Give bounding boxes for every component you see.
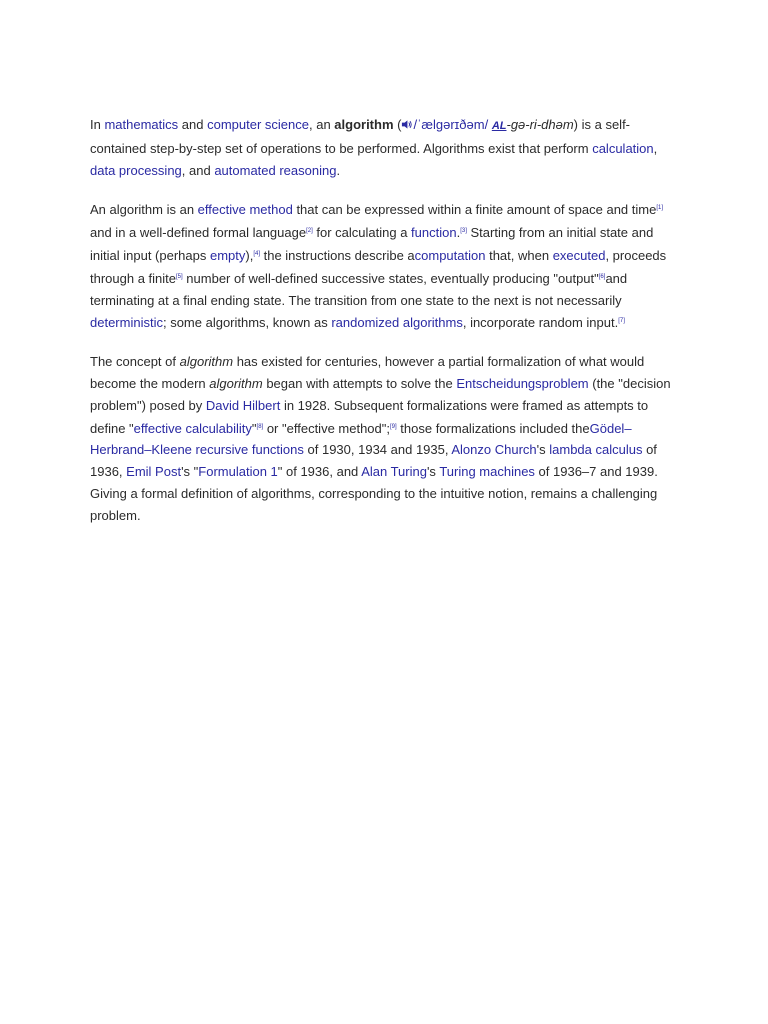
link-randomized-algorithms[interactable]: randomized algorithms bbox=[331, 315, 463, 331]
link-automated-reasoning[interactable]: automated reasoning bbox=[214, 162, 337, 178]
text-run: for calculating a bbox=[312, 225, 412, 241]
speaker-icon[interactable] bbox=[401, 119, 412, 130]
text-run: began with attempts to solve the bbox=[262, 375, 457, 391]
citation-ref[interactable]: [2] bbox=[306, 228, 313, 235]
link-calculation[interactable]: calculation bbox=[592, 140, 654, 156]
link-computation[interactable]: computation bbox=[414, 247, 486, 263]
term-algorithm-italic: algorithm bbox=[179, 354, 234, 370]
citation-ref[interactable]: [3] bbox=[460, 228, 467, 235]
paragraph-definition bbox=[90, 198, 680, 334]
link-emil-post[interactable]: Emil Post bbox=[126, 464, 182, 480]
term-algorithm-italic: algorithm bbox=[209, 375, 263, 391]
text-run: 's bbox=[426, 464, 440, 480]
text-run: and bbox=[178, 117, 208, 132]
text-run: " of 1936, and bbox=[277, 464, 362, 480]
link-turing-machines[interactable]: Turing machines bbox=[439, 464, 535, 480]
text-run: of 1936–7 and 1939. Giving a formal definition of algorithms, corresponding to the intuitive notion, remains a challenging problem. bbox=[90, 464, 658, 523]
link-effective-method[interactable]: effective method bbox=[197, 202, 293, 218]
text-run: in 1928. Subsequent formalizations were framed as attempts to define " bbox=[90, 397, 649, 436]
term-algorithm: algorithm bbox=[334, 117, 394, 132]
text-run: . bbox=[456, 225, 461, 241]
text-run: the instructions describe a bbox=[260, 247, 415, 263]
text-run: ( bbox=[393, 117, 402, 132]
text-run: 's " bbox=[181, 464, 199, 480]
article-body bbox=[90, 114, 680, 527]
link-function[interactable]: function bbox=[411, 225, 457, 241]
link-deterministic[interactable]: deterministic bbox=[90, 315, 163, 331]
text-run: " bbox=[251, 420, 257, 436]
text-run: , an bbox=[308, 117, 335, 132]
link-alonzo-church[interactable]: Alonzo Church bbox=[451, 442, 537, 458]
text-run: The concept of bbox=[90, 354, 180, 370]
citation-ref[interactable]: [5] bbox=[176, 273, 183, 280]
link-data-processing[interactable]: data processing bbox=[90, 162, 182, 178]
link-executed[interactable]: executed bbox=[552, 247, 606, 263]
text-run: or "effective method"; bbox=[263, 420, 390, 436]
text-run: In bbox=[90, 117, 105, 132]
link-entscheidungsproblem[interactable]: Entscheidungsproblem bbox=[456, 375, 589, 391]
text-run: and in a well-defined formal language bbox=[90, 225, 307, 241]
link-empty[interactable]: empty bbox=[209, 247, 246, 263]
paragraph-intro bbox=[90, 114, 680, 181]
citation-ref[interactable]: [8] bbox=[256, 423, 264, 430]
text-run: ), bbox=[245, 247, 254, 263]
link-alan-turing[interactable]: Alan Turing bbox=[361, 464, 427, 480]
text-run: . bbox=[336, 162, 341, 178]
text-run: those formalizations included the bbox=[396, 420, 590, 436]
text-run: An algorithm is an bbox=[90, 202, 198, 218]
text-run: number of well-defined successive states, eventually producing "output" bbox=[182, 270, 599, 286]
text-run: that, when bbox=[485, 247, 553, 263]
text-run: of 1930, 1934 and 1935, bbox=[303, 442, 452, 458]
text-run: ) is a self-contained step-by-step set of operations to be performed. Algorithms exist that perform bbox=[90, 117, 631, 156]
paragraph-history bbox=[90, 351, 680, 526]
citation-ref[interactable]: [9] bbox=[390, 423, 397, 430]
citation-ref[interactable]: [1] bbox=[656, 205, 663, 212]
citation-ref[interactable]: [4] bbox=[253, 250, 260, 257]
link-lambda-calculus[interactable]: lambda calculus bbox=[549, 442, 643, 458]
text-run: ; some algorithms, known as bbox=[162, 315, 332, 331]
text-run: 's bbox=[536, 442, 550, 458]
text-run: , bbox=[653, 140, 658, 156]
respelling: -gə-ri-dhəm bbox=[506, 117, 574, 132]
text-run: that can be expressed within a finite amount of space and time bbox=[292, 202, 657, 218]
text-run: Starting from an initial state and initial input (perhaps bbox=[90, 225, 654, 263]
text-run: (the "decision problem") posed by bbox=[90, 375, 671, 413]
link-computer-science[interactable]: computer science bbox=[207, 117, 309, 132]
link-effective-calculability[interactable]: effective calculability bbox=[133, 420, 252, 436]
text-run: and terminating at a final ending state. The transition from one state to the next is not necessarily bbox=[90, 270, 628, 308]
link-godel-herbrand-kleene[interactable]: Gödel–Herbrand–Kleene recursive functions bbox=[90, 420, 632, 458]
text-run: , incorporate random input. bbox=[462, 315, 619, 331]
text-run: of 1936, bbox=[90, 442, 657, 480]
link-david-hilbert[interactable]: David Hilbert bbox=[205, 397, 281, 413]
link-formulation-1[interactable]: Formulation 1 bbox=[198, 464, 278, 480]
text-run: has existed for centuries, however a partial formalization of what would become the modern bbox=[90, 354, 645, 391]
citation-ref[interactable]: [7] bbox=[618, 318, 625, 325]
link-ipa-pronunciation[interactable]: /ˈælɡərɪðəm/ bbox=[413, 117, 489, 132]
text-run: , and bbox=[181, 162, 215, 178]
link-mathematics[interactable]: mathematics bbox=[104, 117, 179, 132]
citation-ref[interactable]: [6] bbox=[598, 273, 606, 280]
link-respelling-key[interactable]: AL bbox=[491, 120, 507, 132]
text-run: , proceeds through a finite bbox=[90, 247, 667, 286]
